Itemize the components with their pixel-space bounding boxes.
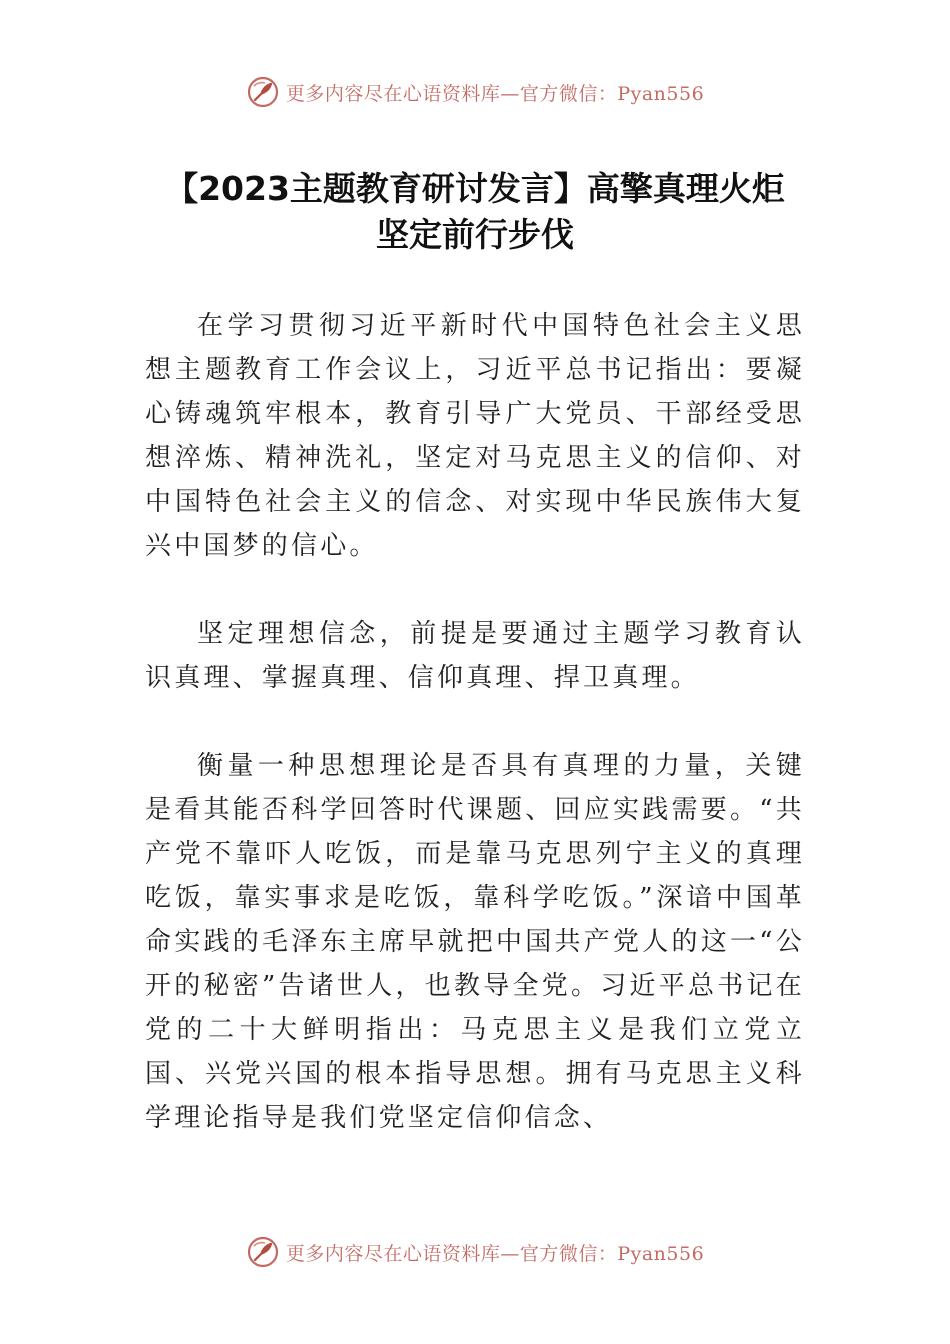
banner-text: 更多内容尽在心语资料库—官方微信：Pyan556 (285, 1242, 705, 1265)
paragraph: 在学习贯彻习近平新时代中国特色社会主义思想主题教育工作会议上，习近平总书记指出：要凝心铸魂筑牢根本，教育引导广大党员、干部经受思想淬炼、精神洗礼，坚定对马克思主义的信仰、对中国特色社会主义的信念、对实现中华民族伟大复兴中国梦的信心。 (145, 311, 805, 561)
title-line-1: 【2023主题教育研讨发言】高擎真理火炬 (165, 169, 785, 208)
quill-circle-logo-icon (246, 1235, 280, 1269)
paragraph: 坚定理想信念，前提是要通过主题学习教育认识真理、掌握真理、信仰真理、捍卫真理。 (145, 619, 805, 693)
quill-circle-logo-icon (246, 75, 280, 109)
document-body (145, 304, 805, 1140)
header-banner (0, 72, 950, 112)
paragraph: 衡量一种思想理论是否具有真理的力量，关键是看其能否科学回答时代课题、回应实践需要。“共产党不靠吓人吃饭，而是靠马克思列宁主义的真理吃饭，靠实事求是吃饭，靠科学吃饭。”深谙中国革命实践的毛泽东主席早就把中国共产党人的这一“公开的秘密”告诸世人，也教导全党。习近平总书记在党的二十大鲜明指出：马克思主义是我们立党立国、兴党兴国的根本指导思想。拥有马克思主义科学理论指导是我们党坚定信仰信念、 (145, 751, 805, 1133)
document-title (60, 166, 890, 258)
title-line-2: 坚定前行步伐 (376, 215, 574, 254)
footer-banner (0, 1232, 950, 1272)
banner-text: 更多内容尽在心语资料库—官方微信：Pyan556 (285, 82, 705, 105)
